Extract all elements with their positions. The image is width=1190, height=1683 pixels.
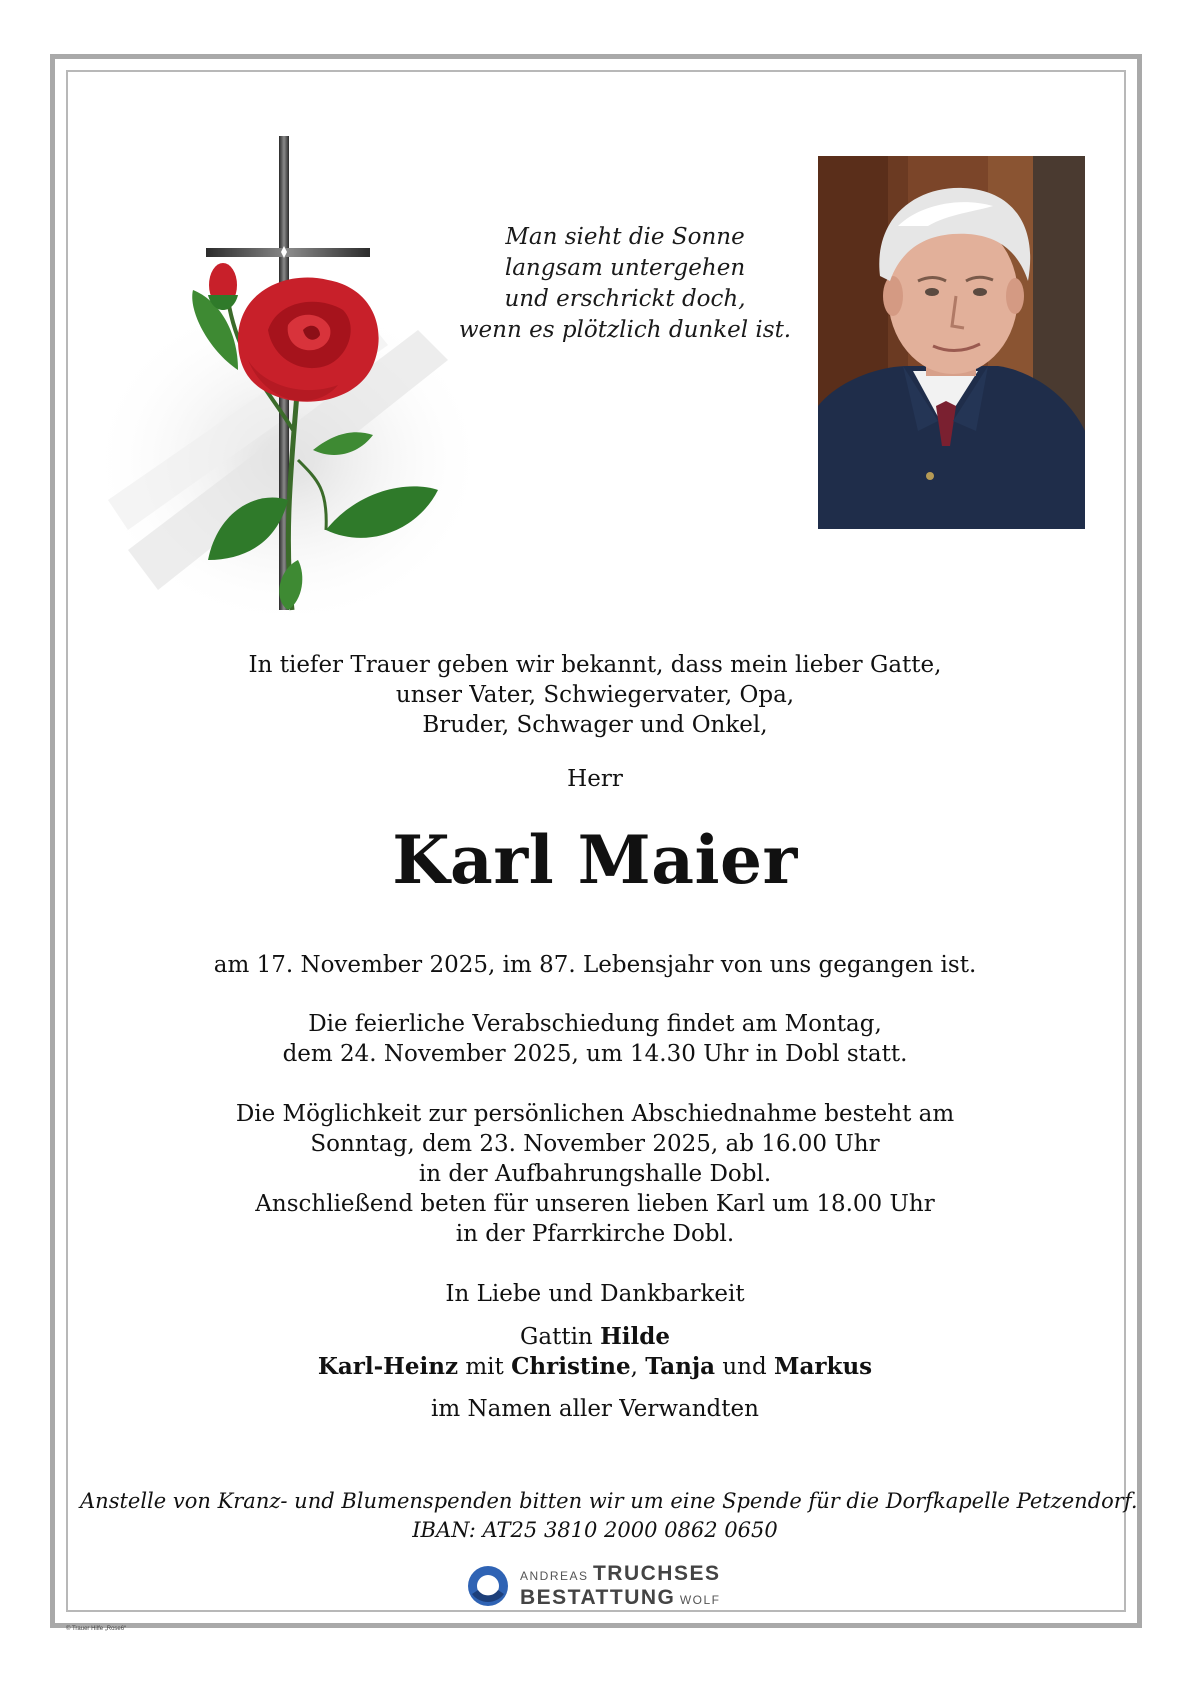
logo-wolf: WOLF xyxy=(679,1593,721,1607)
verse-line: wenn es plötzlich dunkel ist. xyxy=(458,317,792,343)
portrait-photo xyxy=(818,156,1085,529)
donation-note xyxy=(80,1487,1138,1545)
intro-line: unser Vater, Schwiegervater, Opa, xyxy=(395,682,795,708)
copyright-note: © Trauer Hilfe „Rose6“ xyxy=(66,1626,127,1632)
funeral-home-logo-icon xyxy=(466,1564,510,1608)
verse-line: und erschrickt doch, xyxy=(504,286,746,312)
viewing-line: Anschließend beten für unseren lieben Karl um 18.00 Uhr xyxy=(255,1191,935,1217)
donation-iban: IBAN: AT25 3810 2000 0862 0650 xyxy=(412,1518,778,1542)
family-line-children xyxy=(120,1352,1070,1382)
grandchild-name: Markus xyxy=(774,1353,873,1380)
intro-text xyxy=(120,650,1070,740)
wife-name: Hilde xyxy=(600,1323,670,1350)
verse-line: langsam untergehen xyxy=(504,255,746,281)
farewell-line: dem 24. November 2025, um 14.30 Uhr in Dobl statt. xyxy=(282,1041,908,1067)
death-notice: am 17. November 2025, im 87. Lebensjahr von uns gegangen ist. xyxy=(213,952,977,978)
logo-bestattung: BESTATTUNG xyxy=(520,1586,676,1609)
rose-bloom xyxy=(238,278,379,402)
relatives-line: im Namen aller Verwandten xyxy=(431,1396,759,1422)
deceased-name: Karl Maier xyxy=(392,821,798,899)
wife-prefix: Gattin xyxy=(520,1324,593,1350)
farewell-line: Die feierliche Verabschiedung findet am Montag, xyxy=(308,1011,882,1037)
verse-line: Man sieht die Sonne xyxy=(505,224,745,250)
and-word: und xyxy=(722,1354,767,1380)
viewing-line: Die Möglichkeit zur persönlichen Abschiednahme besteht am xyxy=(235,1101,955,1127)
viewing-line: in der Aufbahrungshalle Dobl. xyxy=(418,1161,772,1187)
viewing-details xyxy=(120,1099,1070,1249)
intro-line: Bruder, Schwager und Onkel, xyxy=(422,712,768,738)
farewell-ceremony xyxy=(120,1009,1070,1069)
viewing-line: in der Pfarrkirche Dobl. xyxy=(455,1221,735,1247)
son-name: Karl-Heinz xyxy=(317,1353,459,1380)
family-line-wife xyxy=(120,1322,1070,1352)
viewing-line: Sonntag, dem 23. November 2025, ab 16.00 Uhr xyxy=(310,1131,880,1157)
logo-andreas: ANDREAS xyxy=(520,1569,589,1583)
donation-request: Anstelle von Kranz- und Blumenspenden bitten wir um eine Spende für die Dorfkapelle Petzendorf. xyxy=(80,1489,1138,1513)
logo-truchses: TRUCHSES xyxy=(592,1562,721,1585)
intro-line: In tiefer Trauer geben wir bekannt, dass mein lieber Gatte, xyxy=(248,652,942,678)
cross-rose-illustration xyxy=(88,130,508,670)
closing-line: In Liebe und Dankbarkeit xyxy=(445,1281,745,1307)
grandchild-name: Tanja xyxy=(645,1353,716,1380)
cross-horizontal-bar xyxy=(206,248,370,257)
comma: , xyxy=(630,1354,638,1380)
with-word: mit xyxy=(465,1354,504,1380)
grandchild-name: Christine xyxy=(511,1353,631,1380)
memorial-verse xyxy=(450,222,800,346)
salutation: Herr xyxy=(567,766,623,792)
